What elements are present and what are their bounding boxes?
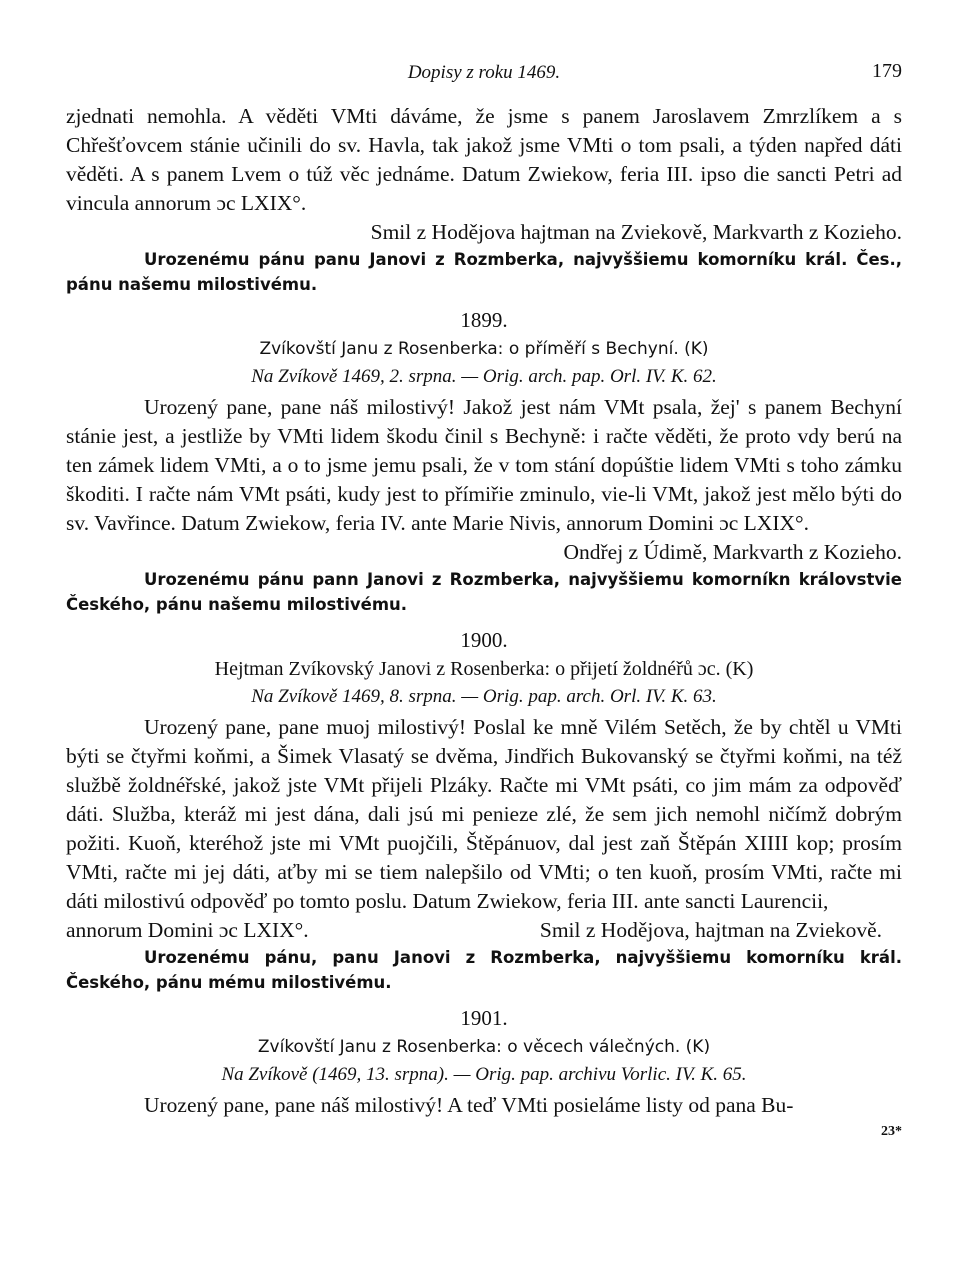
doc-heading: Zvíkovští Janu z Rosenberka: o věcech válečných. (K) <box>257 1037 711 1057</box>
running-head <box>66 58 902 88</box>
doc-signature: Ondřej z Údimě, Markvarth z Kozieho. <box>563 540 902 564</box>
doc-1901 <box>66 1003 902 1120</box>
doc-number: 1901. <box>460 1006 508 1030</box>
prev-letter-address: Urozenému pánu panu Janovi z Rozmberka, najvyššiemu komorníku král. Čes., pánu našemu milostivému. <box>66 250 902 294</box>
doc-text: Urozený pane, pane náš milostivý! A teď VMti posieláme listy od pana Bu- <box>144 1093 794 1117</box>
doc-number: 1899. <box>460 308 508 332</box>
page-number: 179 <box>872 60 902 82</box>
doc-1899 <box>66 305 902 617</box>
doc-number: 1900. <box>460 628 508 652</box>
page <box>66 58 902 1140</box>
doc-source: Na Zvíkově 1469, 2. srpna. — Orig. arch. pap. Orl. IV. K. 62. <box>251 366 717 387</box>
doc-1900 <box>66 625 902 995</box>
doc-source: Na Zvíkově 1469, 8. srpna. — Orig. pap. arch. Orl. IV. K. 63. <box>251 686 717 707</box>
doc-heading: Zvíkovští Janu z Rosenberka: o příměří s Bechyní. (K) <box>259 339 709 359</box>
doc-heading: Hejtman Zvíkovský Janovi z Rosenberka: o přijetí žoldnéřů ɔc. (K) <box>214 658 754 680</box>
doc-text: Urozený pane, pane muoj milostivý! Poslal ke mně Vilém Setěch, že by chtěl u VMti býti se čtyřmi koňmi, a Šimek Vlasatý se dvěma, Jindřich Bukovanský se čtyřmi koňmi, na též službě žoldnéřské, jakož jste VMt přijeli Plzáky. Račte mi VMt psáti, co jim mám za odpověď dáti. Služba, kteráž mi jest dána, dali jsú mi penieze zlé, že sem jich nemohl ničímž dobrým požiti. Kuoň, kteréhož jste mi VMt puojčili, Štěpánuov, dal jest zaň Štěpán XIIII kop; prosím VMti, račte mi jej dáti, aťby mi se tiem nalepšilo od VMti; o ten kuoň, prosím VMti, račte mi dáti milostivú odpověď po tomto poslu. Datum Zwiekow, feria III. ante sancti Laurencii, <box>66 715 902 913</box>
doc-signature: Smil z Hodějova, hajtman na Zviekově. <box>539 918 882 942</box>
running-head-title: Dopisy z roku 1469. <box>407 62 561 83</box>
signature-mark: 23* <box>881 1124 902 1139</box>
doc-source: Na Zvíkově (1469, 13. srpna). — Orig. pap. archivu Vorlic. IV. K. 65. <box>221 1064 747 1085</box>
doc-date-tail: annorum Domini ɔc LXIX°. <box>66 918 309 942</box>
prev-letter-signature: Smil z Hodějova hajtman na Zviekově, Markvarth z Kozieho. <box>370 220 902 244</box>
doc-text: Urozený pane, pane náš milostivý! Jakož jest nám VMt psala, žej' s panem Bechyní stánie jest, a jestliže by VMti lidem škodu činil s Bechyně: i račte věděti, že proto vdy berú na ten zámek lidem VMti, a o to jsme jemu psali, že v tom stání dopúštie lidem VMti s toho zámku škoditi. I račte nám VMt psáti, kudy jest to přímiřie zminulo, vie-li VMt, jakož jest mělo býti do sv. Vavřince. Datum Zwiekow, feria IV. ante Marie Nivis, annorum Domini ɔc LXIX°. <box>66 395 902 535</box>
doc-address: Urozenému pánu pann Janovi z Rozmberka, najvyššiemu komorníkn královstvie Českého, pánu našemu milostivému. <box>66 570 902 614</box>
prev-letter <box>66 102 902 297</box>
prev-letter-text: zjednati nemohla. A věděti VMti dáváme, že jsme s panem Jaroslavem Zmrzlíkem a s Chřešťovcem stánie učinili do sv. Havla, tak jakož jsme VMti o tom psali, a týden napřed dáti věděti. A s panem Lvem o túž věc jednáme. Datum Zwiekow, feria III. ipso die sancti Petri ad vincula annorum ɔc LXIX°. <box>66 104 902 215</box>
doc-closing-line <box>66 916 902 945</box>
doc-address: Urozenému pánu, panu Janovi z Rozmberka, najvyššiemu komorníku král. Českého, pánu mému milostivému. <box>66 948 902 992</box>
